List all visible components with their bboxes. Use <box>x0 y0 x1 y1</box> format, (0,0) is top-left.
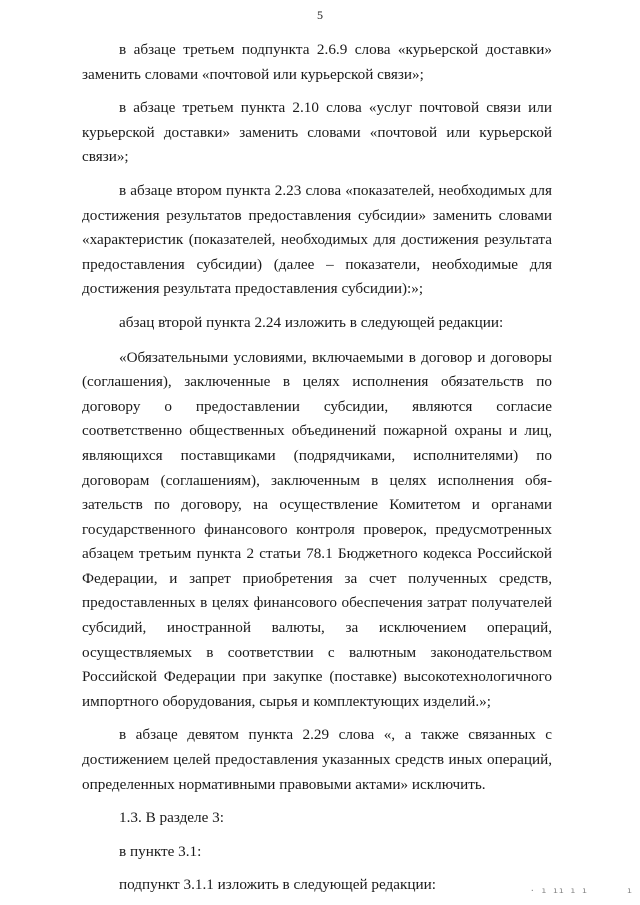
document-body <box>82 38 552 898</box>
scan-artifact-mark: · ı ıı ı ı <box>529 886 588 895</box>
paragraph-2-29: в абзаце девятом пункта 2.29 слова «, а также связанных с достижением целей предоставления указанных средств иных операций, определенных нормативными правовыми актами» исключить. <box>82 726 552 793</box>
paragraph-2-6-9: в абзаце третьем подпункта 2.6.9 слова «курьерской доставки» заменить словами «почтовой или курьерской связи»; <box>82 41 552 83</box>
paragraph-2-23: в абзаце втором пункта 2.23 слова «показателей, необходимых для достижения результатов предоставления субсидии» заменить словами «характеристик (показателей, необходимых для достижения результата предоставления субсидии) (далее – показатели, необходимые для достижения результата предоставления субсидии):»; <box>82 181 552 298</box>
paragraph-2-24-intro: абзац второй пункта 2.24 изложить в следующей редакции: <box>119 313 504 331</box>
page-number: 5 <box>317 8 323 22</box>
item-3-1: в пункте 3.1: <box>119 842 202 860</box>
subitem-3-1-1: подпункт 3.1.1 изложить в следующей редакции: <box>119 876 436 894</box>
section-1-3-heading: 1.3. В разделе 3: <box>119 809 224 827</box>
scan-artifact-mark-right: ı <box>627 886 632 895</box>
paragraph-2-24-text: «Обязательными условиями, включаемыми в договор и договоры (соглашения), заключенные в целях исполнения обязательств по договору о предоставлении субсидии, являются согласие соответственно общественных объединений пожарной охраны и лиц, являющихся поставщиками (подрядчиками, исполнителями) по договорам (соглашениям), заключенным в целях исполнения обязательств по договору, на осуществление Комитетом и органами государственного финансового контроля проверок, предусмотренных абзацем третьим пункта 2 статьи 78.1 Бюджетного кодекса Российской Федерации, и запрет приобретения за счет полученных средств, предоставленных в целях финансового обеспечения затрат получателей субсидий, иностранной валюты, за исключением операций, осуществляемых в соответствии с валютным законодательством Российской Федерации при закупке (поставке) высокотехнологичного импортного оборудования, сырья и комплектующих изделий.»; <box>82 348 552 710</box>
paragraph-2-10: в абзаце третьем пункта 2.10 слова «услуг почтовой связи или курьерской доставки» заменить словами «почтовой или курьерской связи»; <box>82 99 552 166</box>
